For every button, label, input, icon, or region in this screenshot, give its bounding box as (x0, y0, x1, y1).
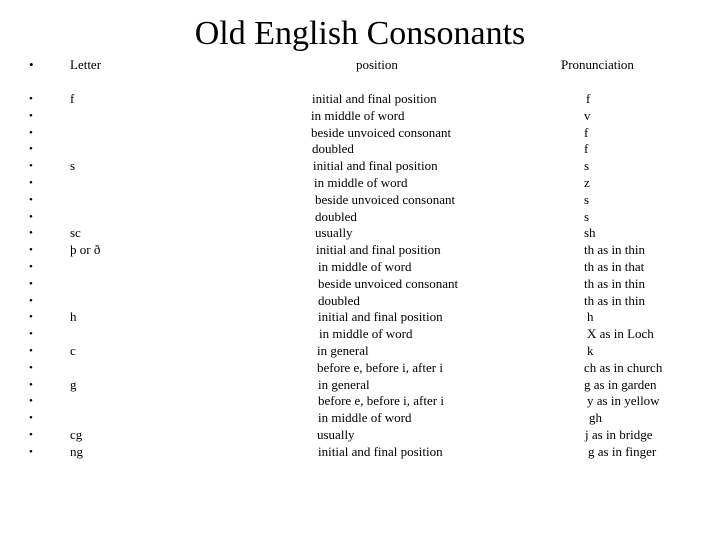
bullet-icon: • (29, 260, 33, 273)
position-cell: initial and final position (312, 91, 437, 106)
bullet-icon: • (29, 109, 33, 122)
list-item (0, 158, 720, 175)
position-cell: beside unvoiced consonant (318, 275, 459, 291)
list-item (0, 91, 720, 108)
list-item (0, 309, 720, 326)
pronunciation-cell: th as in thin (584, 275, 646, 291)
letter-cell: s (70, 158, 76, 174)
pronunciation-cell: j as in bridge (585, 426, 653, 442)
position-cell: doubled (315, 208, 357, 224)
bullet-icon: • (29, 193, 33, 206)
bullet-icon: • (29, 160, 33, 173)
list-item (0, 293, 720, 310)
list-item (0, 377, 720, 394)
list-item (0, 141, 720, 158)
pronunciation-cell: h (587, 309, 594, 325)
position-cell: before e, before i, after i (317, 359, 443, 375)
bullet-icon: • (29, 428, 33, 441)
consonant-list (0, 91, 720, 461)
position-cell: in general (317, 342, 369, 358)
bullet-icon: • (29, 395, 33, 408)
list-item (0, 276, 720, 293)
bullet-icon: • (29, 227, 33, 240)
bullet-icon: • (29, 412, 33, 425)
pronunciation-cell: k (587, 342, 594, 358)
letter-cell: þ or ð (70, 242, 101, 258)
pronunciation-cell: th as in that (584, 258, 645, 274)
position-cell: usually (315, 225, 353, 241)
position-cell: in middle of word (318, 258, 412, 274)
bullet-icon: • (29, 57, 34, 72)
list-item (0, 326, 720, 343)
letter-cell: cg (70, 426, 83, 442)
list-item (0, 393, 720, 410)
position-cell: in middle of word (318, 410, 412, 426)
bullet-icon: • (29, 344, 33, 357)
pronunciation-cell: s (584, 191, 590, 207)
letter-cell: c (70, 342, 76, 358)
list-item (0, 192, 720, 209)
bullet-icon: • (29, 445, 33, 458)
position-cell: in general (318, 376, 370, 392)
pronunciation-cell: s (584, 208, 590, 224)
bullet-icon: • (29, 294, 33, 307)
pronunciation-cell: sh (584, 225, 596, 241)
position-cell: before e, before i, after i (318, 393, 444, 409)
letter-cell: h (70, 309, 77, 325)
list-item (0, 343, 720, 360)
bullet-icon: • (29, 277, 33, 290)
position-cell: in middle of word (319, 326, 413, 342)
position-cell: in middle of word (311, 107, 405, 123)
header-letter: Letter (70, 57, 102, 72)
pronunciation-cell: z (584, 174, 590, 190)
list-item (0, 175, 720, 192)
list-item (0, 444, 720, 461)
pronunciation-cell: ch as in church (584, 359, 663, 375)
letter-cell: sc (70, 225, 81, 241)
letter-cell: f (70, 91, 75, 106)
pronunciation-cell: g as in garden (584, 376, 657, 392)
position-cell: usually (317, 426, 355, 442)
bullet-icon: • (29, 93, 33, 105)
pronunciation-cell: th as in thin (584, 242, 646, 258)
slide-title: Old English Consonants (194, 15, 526, 52)
bullet-icon: • (29, 361, 33, 374)
bullet-icon: • (29, 328, 33, 341)
position-cell: doubled (318, 292, 360, 308)
pronunciation-cell: s (584, 158, 590, 174)
pronunciation-cell: th as in thin (584, 292, 646, 308)
header-pronunciation: Pronunciation (561, 57, 634, 72)
pronunciation-cell: f (584, 141, 589, 157)
pronunciation-cell: g as in finger (588, 443, 657, 459)
list-item (0, 242, 720, 259)
bullet-icon: • (29, 143, 33, 156)
list-item (0, 427, 720, 444)
position-cell: initial and final position (313, 158, 438, 174)
header-position: position (356, 57, 398, 72)
bullet-icon: • (29, 176, 33, 189)
list-item (0, 225, 720, 242)
position-cell: initial and final position (318, 309, 443, 325)
bullet-icon: • (29, 311, 33, 324)
header-row (0, 56, 720, 74)
letter-cell: ng (70, 443, 83, 459)
pronunciation-cell: f (586, 91, 591, 106)
list-item (0, 209, 720, 226)
list-item (0, 360, 720, 377)
position-cell: initial and final position (316, 242, 441, 258)
position-cell: beside unvoiced consonant (311, 124, 452, 140)
bullet-icon: • (29, 126, 33, 139)
bullet-icon: • (29, 244, 33, 257)
pronunciation-cell: y as in yellow (587, 393, 660, 409)
position-cell: in middle of word (314, 174, 408, 190)
pronunciation-cell: f (584, 124, 589, 140)
pronunciation-cell: X as in Loch (587, 326, 654, 342)
list-item (0, 410, 720, 427)
letter-cell: g (70, 376, 77, 392)
position-cell: initial and final position (318, 443, 443, 459)
list-item (0, 108, 720, 125)
pronunciation-cell: gh (589, 410, 602, 426)
position-cell: beside unvoiced consonant (315, 191, 456, 207)
bullet-icon: • (29, 378, 33, 391)
list-item (0, 259, 720, 276)
position-cell: doubled (312, 141, 354, 157)
pronunciation-cell: v (584, 107, 591, 123)
list-item (0, 125, 720, 142)
bullet-icon: • (29, 210, 33, 223)
